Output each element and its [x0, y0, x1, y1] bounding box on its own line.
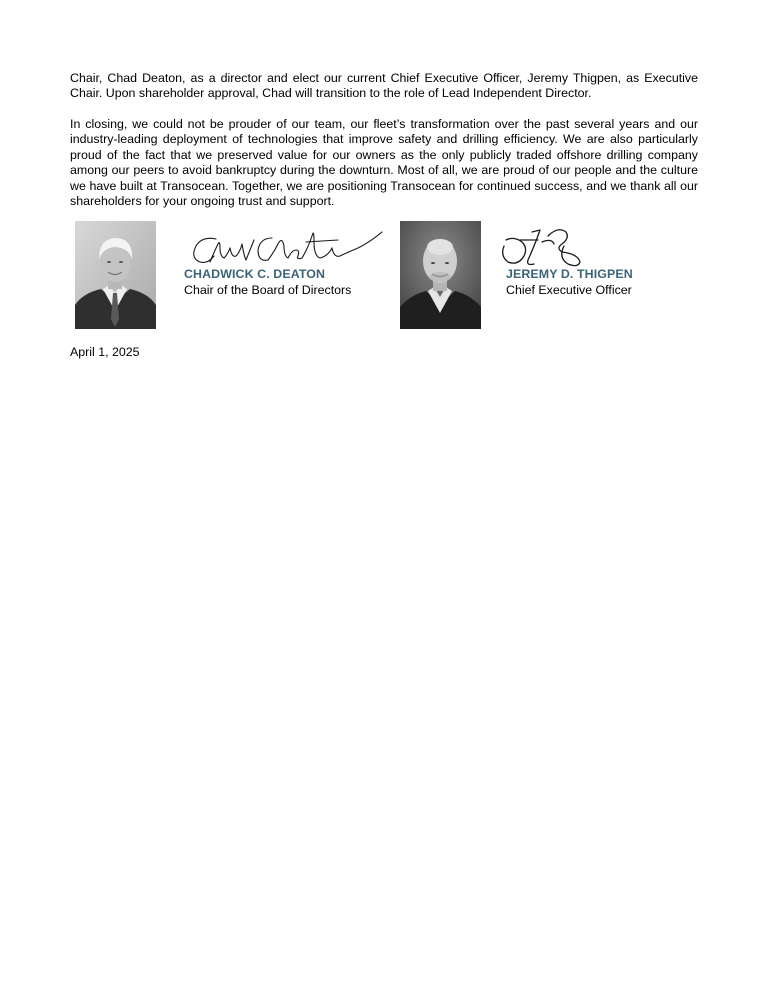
thigpen-name: JEREMY D. THIGPEN — [506, 267, 633, 281]
closing-paragraph: In closing, we could not be prouder of our team, our fleet’s transformation over the past several years and our industry-leading deployment of technologies that improve safety and drilling efficiency. We are also particularly proud of the fact that we preserved value for our owners as the only publicly traded offshore drilling company among our peers to avoid bankruptcy during the downturn. Most of all, we are proud of our people and the culture we have built at Transocean. Together, we are positioning Transocean for continued success, and we thank all our shareholders for your ongoing trust and support. — [70, 117, 698, 209]
deaton-title: Chair of the Board of Directors — [184, 283, 352, 297]
thigpen-portrait-photo — [400, 221, 481, 329]
closing-paragraph-continued: Chair, Chad Deaton, as a director and elect our current Chief Executive Officer, Jeremy Thigpen, as Executive Chair. Upon shareholder approval, Chad will transition to the role of Lead Independent Director. — [70, 71, 698, 101]
thigpen-signature — [498, 222, 588, 268]
deaton-name: CHADWICK C. DEATON — [184, 267, 326, 281]
deaton-portrait-photo — [75, 221, 156, 329]
deaton-signature — [188, 222, 388, 268]
letter-date: April 1, 2025 — [70, 345, 140, 359]
thigpen-title: Chief Executive Officer — [506, 283, 632, 297]
